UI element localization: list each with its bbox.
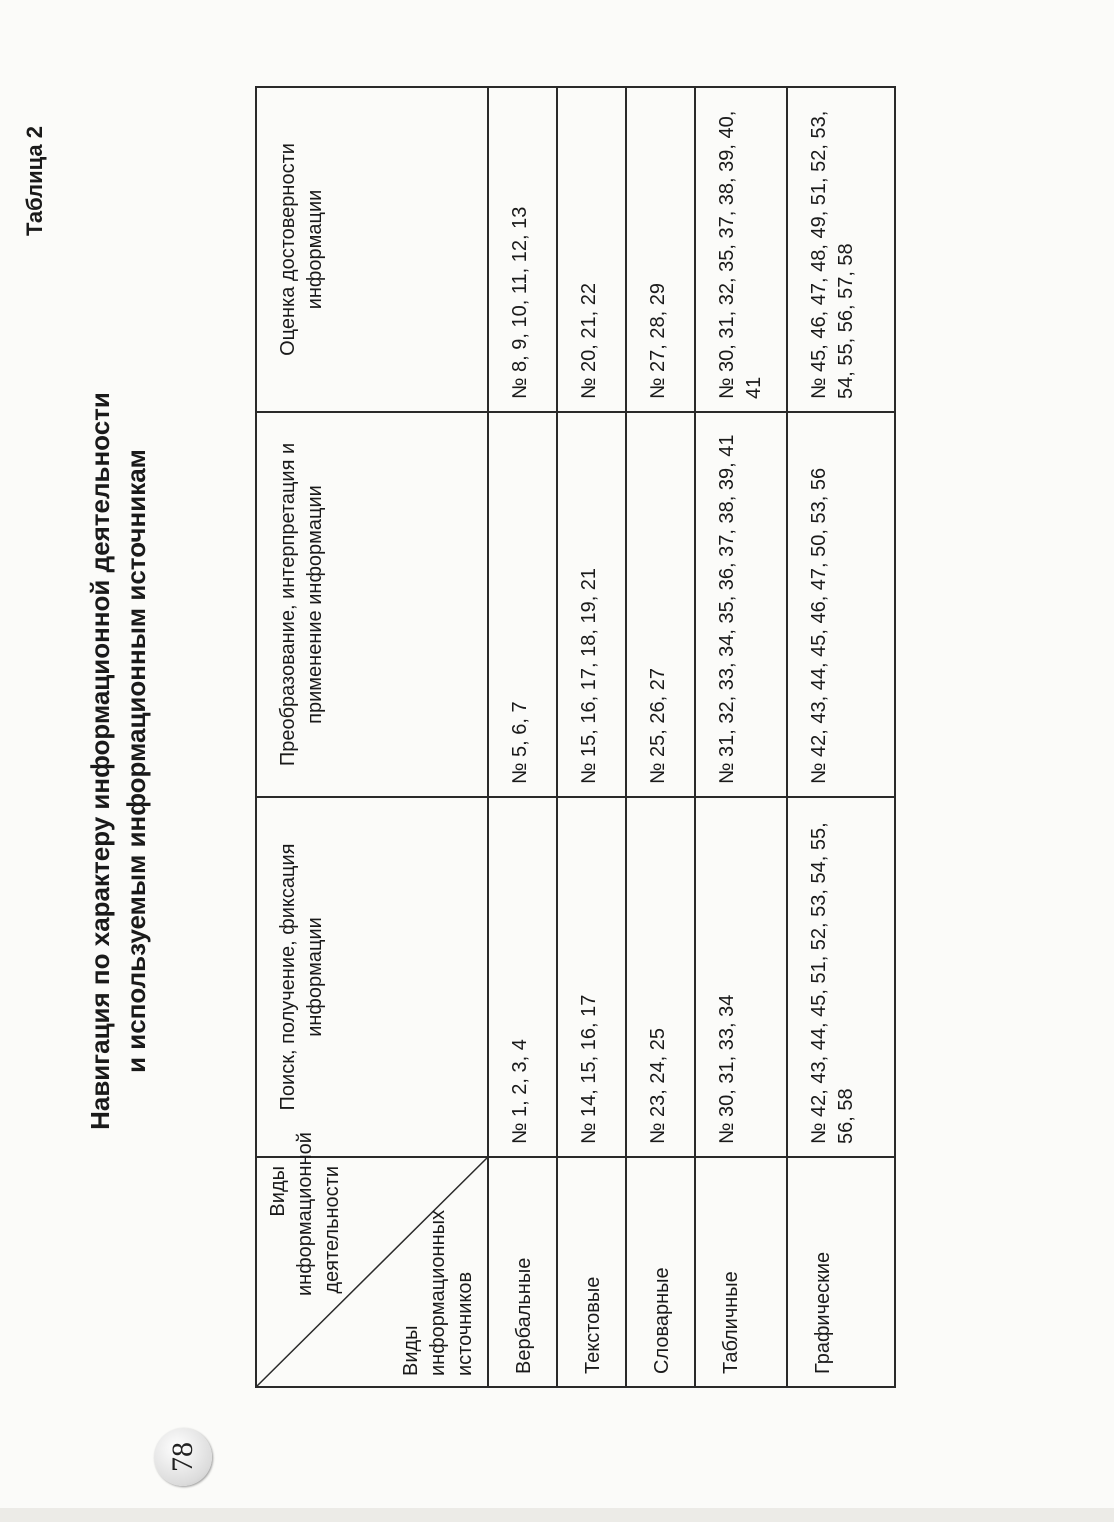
table-cell: № 27, 28, 29 bbox=[626, 87, 695, 412]
table-cell: № 25, 26, 27 bbox=[626, 412, 695, 797]
table-cell: № 31, 32, 33, 34, 35, 36, 37, 38, 39, 41 bbox=[695, 412, 787, 797]
navigation-table bbox=[255, 86, 896, 1388]
header-corner-cell bbox=[256, 1132, 488, 1387]
table-row bbox=[488, 87, 557, 1387]
row-name-dictionary: Словарные bbox=[626, 1157, 695, 1387]
table-header-row bbox=[256, 87, 488, 1387]
page-bottom-band bbox=[0, 1508, 1114, 1522]
table-cell: № 30, 31, 33, 34 bbox=[695, 797, 787, 1157]
page-number: 78 bbox=[166, 1442, 199, 1472]
table-cell: № 23, 24, 25 bbox=[626, 797, 695, 1157]
table-cell: № 1, 2, 3, 4 bbox=[488, 797, 557, 1157]
table-row bbox=[626, 87, 695, 1387]
table-cell: № 8, 9, 10, 11, 12, 13 bbox=[488, 87, 557, 412]
row-name-tabular: Табличные bbox=[695, 1157, 787, 1387]
corner-activity-types-label: Виды информационной деятельности bbox=[267, 1132, 343, 1296]
title-line-1: Навигация по характеру информационной деятельности bbox=[85, 392, 115, 1130]
table-cell: № 42, 43, 44, 45, 51, 52, 53, 54, 55, 56, 58 bbox=[787, 797, 895, 1157]
column-header-assessment: Оценка достоверности информации bbox=[256, 87, 488, 412]
table-row bbox=[557, 87, 626, 1387]
table-cell: № 14, 15, 16, 17 bbox=[557, 797, 626, 1157]
row-name-text: Текстовые bbox=[557, 1157, 626, 1387]
table-cell: № 45, 46, 47, 48, 49, 51, 52, 53, 54, 55, 56, 57, 58 bbox=[787, 87, 895, 412]
table-label: Таблица 2 bbox=[22, 126, 47, 237]
rotated-page-content bbox=[22, 36, 1017, 1486]
row-name-graphic: Графические bbox=[787, 1157, 895, 1387]
table-cell: № 20, 21, 22 bbox=[557, 87, 626, 412]
table-cell: № 42, 43, 44, 45, 46, 47, 50, 53, 56 bbox=[787, 412, 895, 797]
column-header-search: Поиск, получение, фиксация информации bbox=[256, 797, 488, 1157]
page-title bbox=[82, 36, 154, 1486]
column-header-transform: Преобразование, интерпретация и применение информации bbox=[256, 412, 488, 797]
title-line-2: и используемым информационным источникам bbox=[121, 449, 151, 1073]
table-row bbox=[695, 87, 787, 1387]
table-cell: № 5, 6, 7 bbox=[488, 412, 557, 797]
table-row bbox=[787, 87, 895, 1387]
table-cell: № 15, 16, 17, 18, 19, 21 bbox=[557, 412, 626, 797]
corner-source-types-label: Виды информационных источников bbox=[400, 1209, 476, 1376]
row-name-verbal: Вербальные bbox=[488, 1157, 557, 1387]
table-cell: № 30, 31, 32, 35, 37, 38, 39, 40, 41 bbox=[695, 87, 787, 412]
